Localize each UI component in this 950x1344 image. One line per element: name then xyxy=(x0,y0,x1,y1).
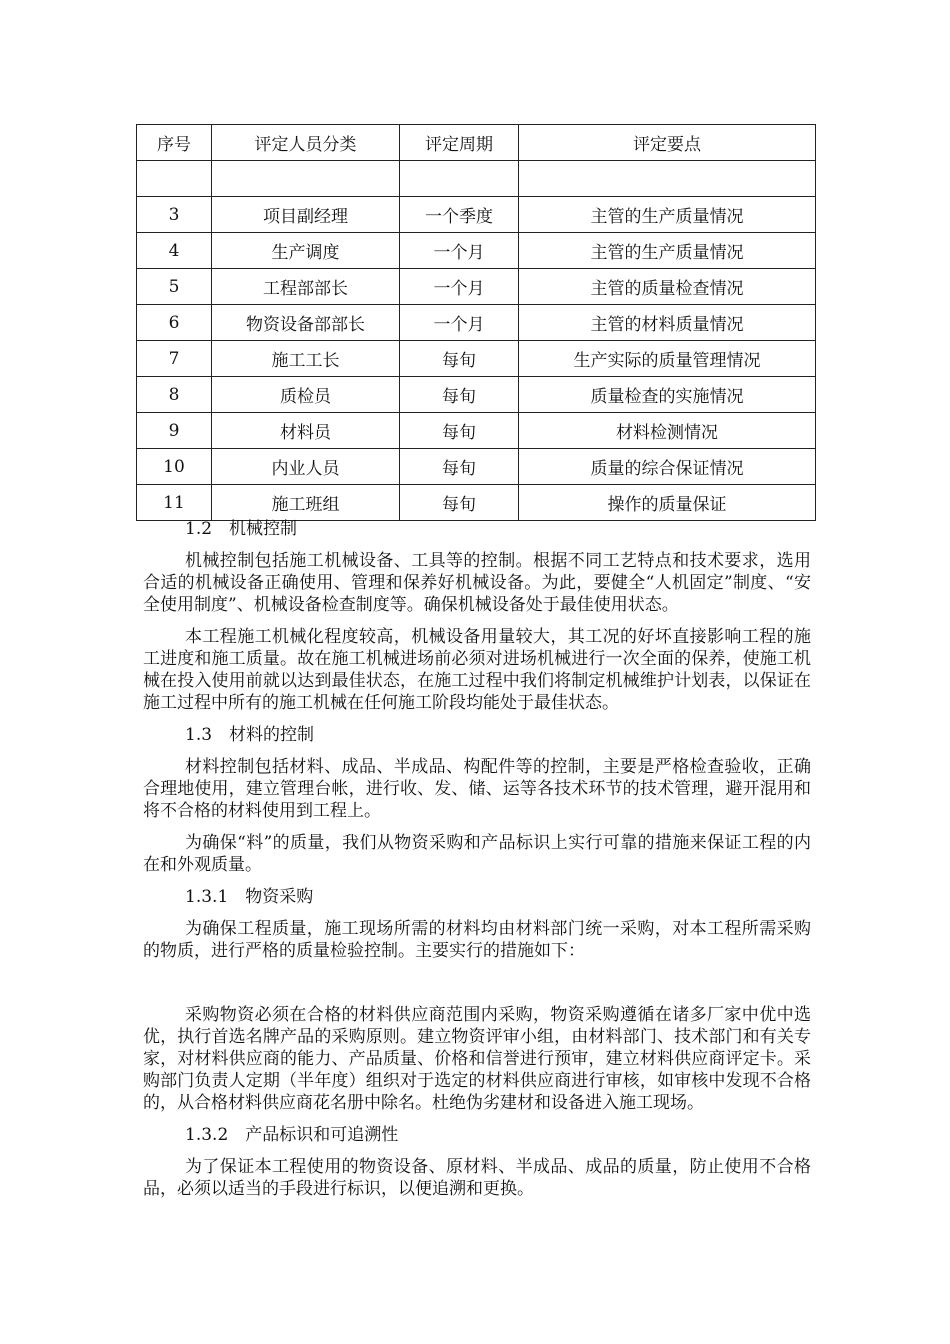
table-row xyxy=(137,233,816,269)
table-cell xyxy=(212,161,400,197)
table-cell: 每旬 xyxy=(400,485,519,521)
table-row xyxy=(137,305,816,341)
table-cell: 主管的质量检查情况 xyxy=(519,269,816,305)
table-cell: 施工工长 xyxy=(212,341,400,377)
table-cell: 内业人员 xyxy=(212,449,400,485)
table-cell xyxy=(519,161,816,197)
table-cell: 8 xyxy=(137,377,212,413)
evaluation-table xyxy=(136,124,816,521)
paragraph: 机械控制包括施工机械设备、工具等的控制。根据不同工艺特点和技术要求，选用合适的机械设备正确使用、管理和保养好机械设备。为此，要健全“人机固定”制度、“安全使用制度”、机械设备检查制度等。确保机械设备处于最佳使用状态。 xyxy=(143,551,811,615)
section-heading-1-3-2: 1.3.2 产品标识和可追溯性 xyxy=(185,1125,399,1145)
table-cell: 操作的质量保证 xyxy=(519,485,816,521)
table-cell: 每旬 xyxy=(400,449,519,485)
header-seq: 序号 xyxy=(137,125,212,161)
table-cell: 生产实际的质量管理情况 xyxy=(519,341,816,377)
table-cell: 一个季度 xyxy=(400,197,519,233)
paragraph: 本工程施工机械化程度较高，机械设备用量较大，其工况的好坏直接影响工程的施工进度和施工质量。故在施工机械进场前必须对进场机械进行一次全面的保养，使施工机械在投入使用前就以达到最佳状态，在施工过程中我们将制定机械维护计划表，以保证在施工过程中所有的施工机械在任何施工阶段均能处于最佳状态。 xyxy=(143,627,811,713)
table-row xyxy=(137,341,816,377)
paragraph: 材料控制包括材料、成品、半成品、构配件等的控制，主要是严格检查验收，正确合理地使用，建立管理台帐，进行收、发、储、运等各技术环节的技术管理，避开混用和将不合格的材料使用到工程上。 xyxy=(143,757,811,821)
table-cell: 项目副经理 xyxy=(212,197,400,233)
table-cell: 10 xyxy=(137,449,212,485)
table-cell: 质检员 xyxy=(212,377,400,413)
table-cell: 9 xyxy=(137,413,212,449)
table-cell: 每旬 xyxy=(400,377,519,413)
table-row xyxy=(137,197,816,233)
section-heading-1-2: 1.2 机械控制 xyxy=(185,519,298,539)
table-cell: 3 xyxy=(137,197,212,233)
table-cell: 6 xyxy=(137,305,212,341)
table-row xyxy=(137,485,816,521)
table-cell: 5 xyxy=(137,269,212,305)
table-row xyxy=(137,269,816,305)
table-cell: 施工班组 xyxy=(212,485,400,521)
table-cell: 生产调度 xyxy=(212,233,400,269)
table-cell: 工程部部长 xyxy=(212,269,400,305)
table-cell: 主管的生产质量情况 xyxy=(519,197,816,233)
table-cell: 一个月 xyxy=(400,269,519,305)
header-period: 评定周期 xyxy=(400,125,519,161)
paragraph: 为确保工程质量，施工现场所需的材料均由材料部门统一采购，对本工程所需采购的物质，进行严格的质量检验控制。主要实行的措施如下： xyxy=(143,919,811,961)
paragraph: 为确保“料”的质量，我们从物资采购和产品标识上实行可靠的措施来保证工程的内在和外观质量。 xyxy=(143,833,811,875)
section-heading-1-3: 1.3 材料的控制 xyxy=(185,725,315,745)
table-row xyxy=(137,161,816,197)
table-row xyxy=(137,449,816,485)
table-cell: 一个月 xyxy=(400,305,519,341)
table-cell xyxy=(137,161,212,197)
section-heading-1-3-1: 1.3.1 物资采购 xyxy=(185,887,314,907)
blank-space xyxy=(143,972,811,1004)
table-cell: 主管的材料质量情况 xyxy=(519,305,816,341)
paragraph: 采购物资必须在合格的材料供应商范围内采购，物资采购遵循在诸多厂家中优中选优，执行首选名牌产品的采购原则。建立物资评审小组，由材料部门、技术部门和有关专家，对材料供应商的能力、产品质量、价格和信誉进行预审，建立材料供应商评定卡。采购部门负责人定期（半年度）组织对于选定的材料供应商进行审核，如审核中发现不合格的，从合格材料供应商花名册中除名。杜绝伪劣建材和设备进入施工现场。 xyxy=(143,1005,811,1113)
table-cell: 物资设备部部长 xyxy=(212,305,400,341)
table-cell: 11 xyxy=(137,485,212,521)
table-cell: 每旬 xyxy=(400,341,519,377)
header-key-points: 评定要点 xyxy=(519,125,816,161)
table-cell: 材料检测情况 xyxy=(519,413,816,449)
body-text xyxy=(143,518,811,1210)
paragraph: 为了保证本工程使用的物资设备、原材料、半成品、成品的质量，防止使用不合格品，必须以适当的手段进行标识，以便追溯和更换。 xyxy=(143,1157,811,1199)
table-header-row xyxy=(137,125,816,161)
table-cell: 材料员 xyxy=(212,413,400,449)
table-cell: 7 xyxy=(137,341,212,377)
table-cell: 质量的综合保证情况 xyxy=(519,449,816,485)
table-cell xyxy=(400,161,519,197)
table-cell: 质量检查的实施情况 xyxy=(519,377,816,413)
table-cell: 主管的生产质量情况 xyxy=(519,233,816,269)
table-cell: 每旬 xyxy=(400,413,519,449)
table-cell: 4 xyxy=(137,233,212,269)
table-row xyxy=(137,413,816,449)
table-cell: 一个月 xyxy=(400,233,519,269)
header-personnel: 评定人员分类 xyxy=(212,125,400,161)
table-row xyxy=(137,377,816,413)
